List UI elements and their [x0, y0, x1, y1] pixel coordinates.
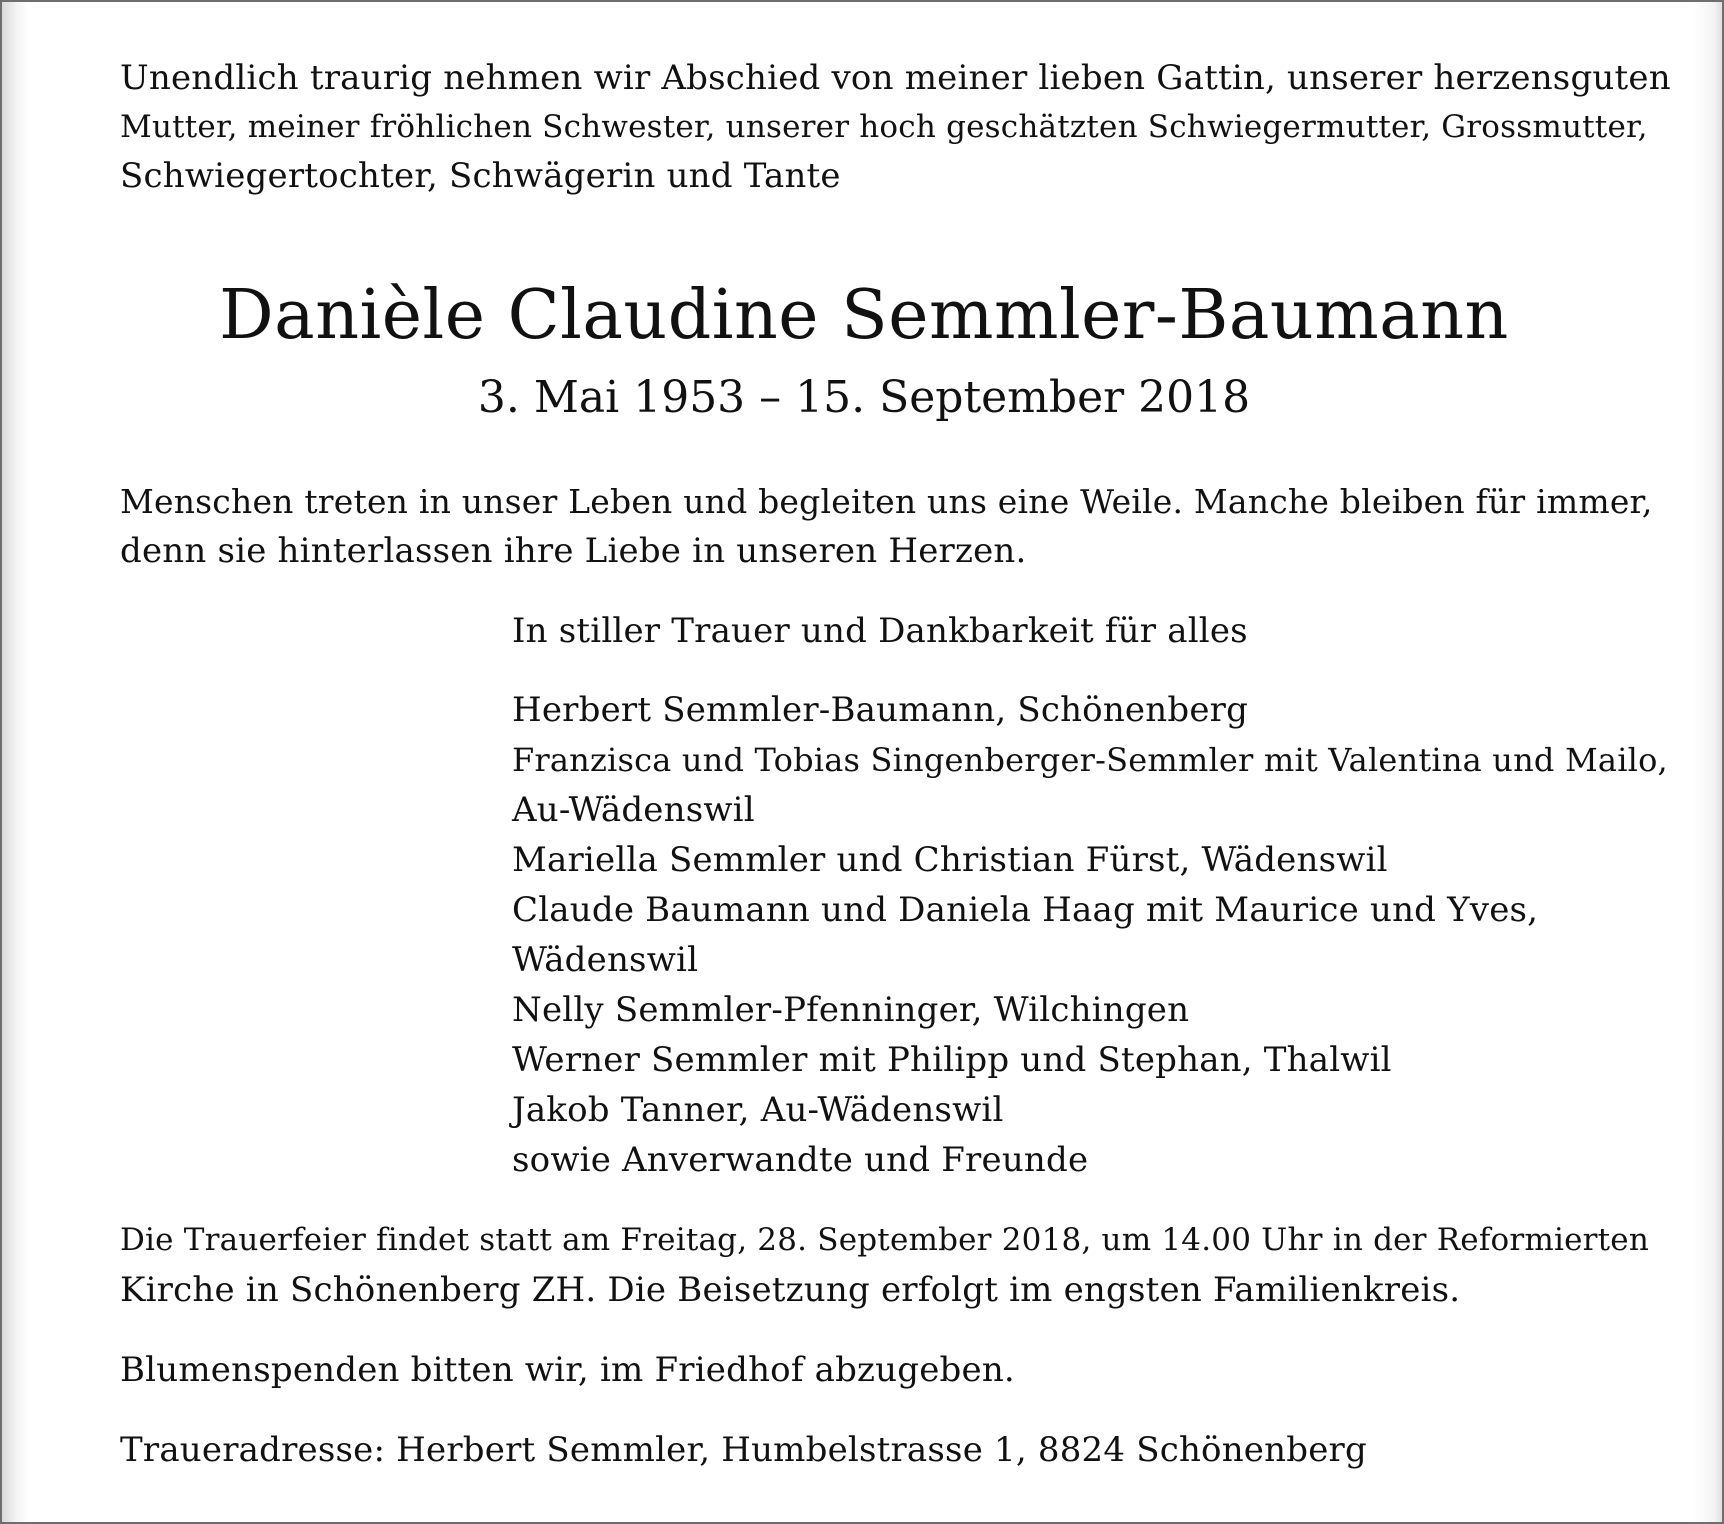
quote-line: Menschen treten in unser Leben und begleiten uns eine Weile. Manche bleiben für immer, — [120, 482, 1653, 521]
flowers-note: Blumenspenden bitten wir, im Friedhof abzugeben. — [120, 1350, 1015, 1390]
life-dates: 3. Mai 1953 – 15. September 2018 — [477, 372, 1251, 423]
mourner-line: Nelly Semmler-Pfenninger, Wilchingen — [512, 990, 1190, 1030]
mourning-address: Traueradresse: Herbert Semmler, Humbelstrasse 1, 8824 Schönenberg — [120, 1430, 1367, 1470]
ceremony-line: Die Trauerfeier findet statt am Freitag, 28. September 2018, um 14.00 Uhr in der Reformierten — [120, 1222, 1650, 1258]
mourner-line: Franzisca und Tobias Singenberger-Semmler mit Valentina und Mailo, — [512, 741, 1668, 779]
mourner-line: Jakob Tanner, Au-Wädenswil — [512, 1090, 1004, 1130]
mourner-line: sowie Anverwandte und Freunde — [512, 1140, 1089, 1180]
intro-line: Unendlich traurig nehmen wir Abschied von meiner lieben Gattin, unserer herzensguten — [120, 58, 1671, 98]
mourner-line: Mariella Semmler und Christian Fürst, Wädenswil — [512, 840, 1388, 880]
intro-line: Mutter, meiner fröhlichen Schwester, unserer hoch geschätzten Schwiegermutter, Grossmutter, — [120, 109, 1648, 145]
ceremony-line: Kirche in Schönenberg ZH. Die Beisetzung erfolgt im engsten Familienkreis. — [120, 1270, 1461, 1310]
mourners-heading: In stiller Trauer und Dankbarkeit für alles — [512, 611, 1248, 651]
mourner-line: Herbert Semmler-Baumann, Schönenberg — [512, 690, 1249, 730]
deceased-name: Danièle Claudine Semmler-Baumann — [219, 276, 1509, 355]
mourner-line: Au-Wädenswil — [512, 790, 755, 830]
intro-line: Schwiegertochter, Schwägerin und Tante — [120, 156, 841, 196]
mourner-line: Claude Baumann und Daniela Haag mit Maurice und Yves, — [512, 890, 1539, 930]
mourner-line: Wädenswil — [512, 940, 699, 980]
quote-line: denn sie hinterlassen ihre Liebe in unseren Herzen. — [120, 531, 1027, 571]
mourner-line: Werner Semmler mit Philipp und Stephan, Thalwil — [512, 1040, 1392, 1080]
